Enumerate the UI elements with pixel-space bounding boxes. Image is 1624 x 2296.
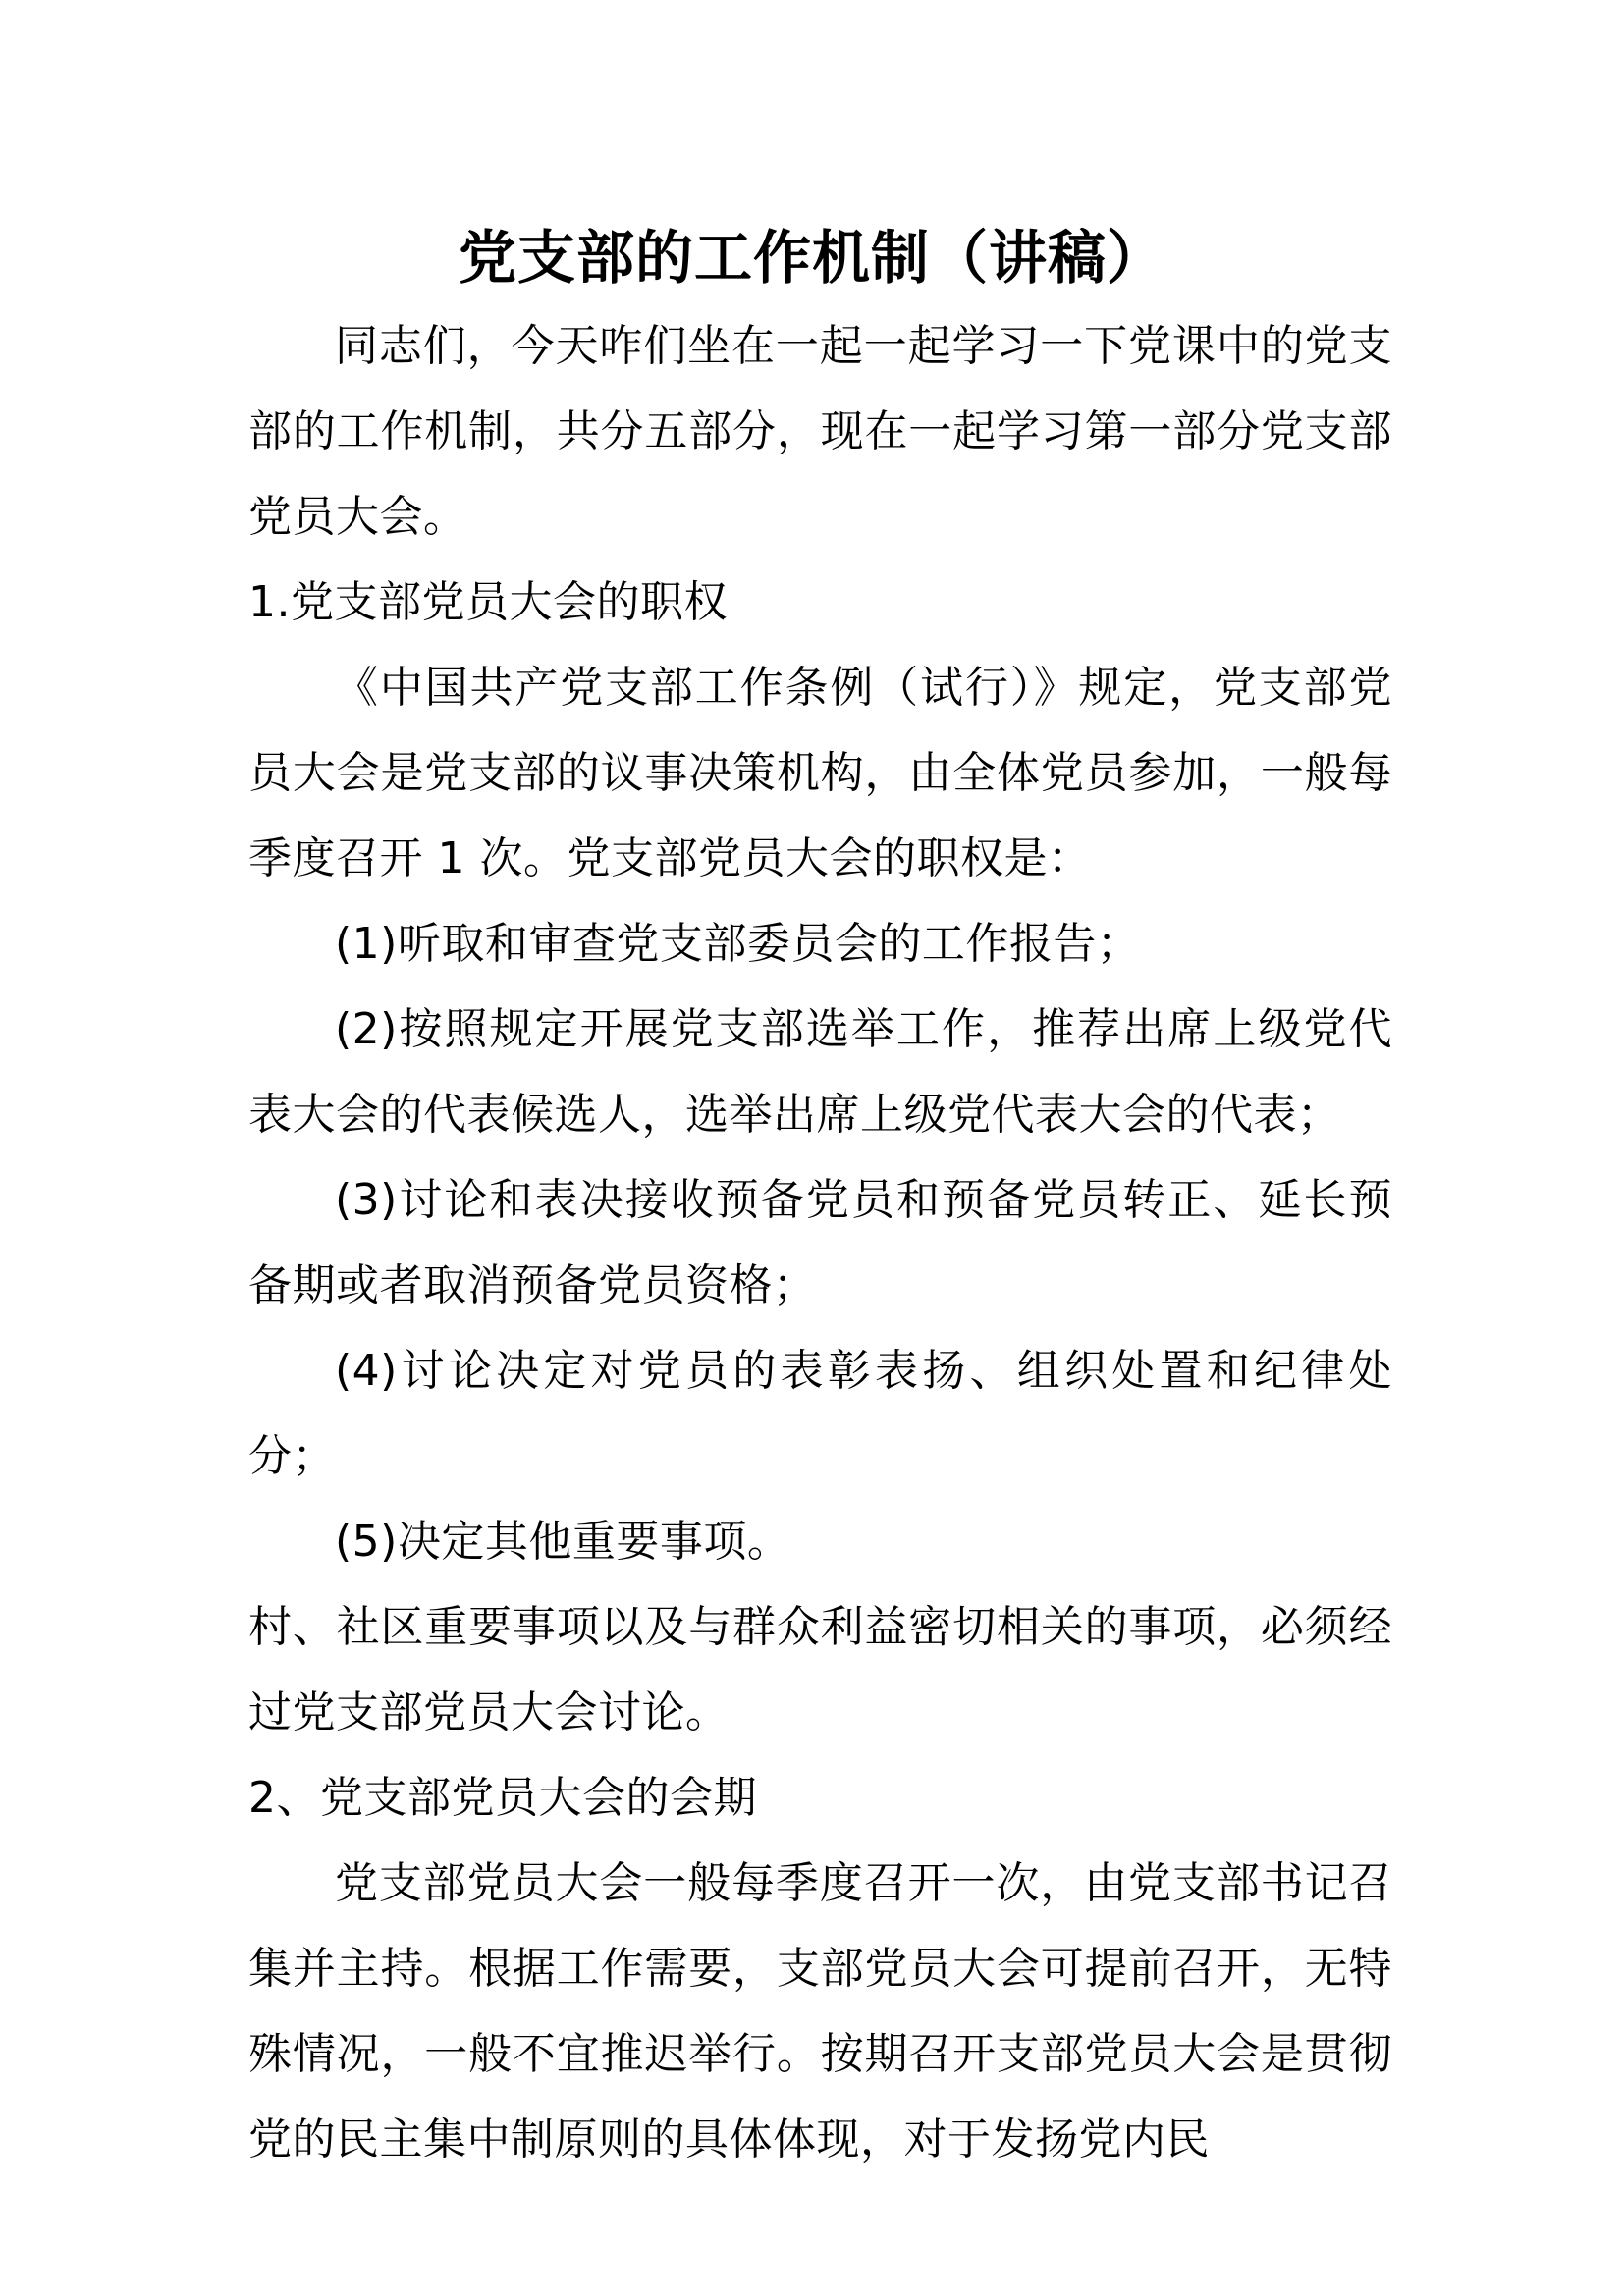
section-heading-1: 1.党支部党员大会的职权 (248, 577, 728, 627)
list-item-1: (1)听取和审查党支部委员会的工作报告； (335, 919, 1141, 969)
section-heading-2: 2、党支部党员大会的会期 (248, 1773, 757, 1823)
list-item-5: (5)决定其他重要事项。 (335, 1517, 791, 1567)
document-body (248, 303, 1392, 2182)
list-item-4: (4)讨论决定对党员的表彰表扬、组织处置和纪律处分； (248, 1346, 1392, 1481)
paragraph-regulation: 《中国共产党支部工作条例（试行）》规定，党支部党员大会是党支部的议事决策机构，由全体党员参加，一般每季度召开 1 次。党支部党员大会的职权是： (248, 663, 1392, 883)
list-item-3: (3)讨论和表决接收预备党员和预备党员转正、延长预备期或者取消预备党员资格； (248, 1175, 1392, 1310)
paragraph-village-community: 村、社区重要事项以及与群众利益密切相关的事项，必须经过党支部党员大会讨论。 (248, 1602, 1392, 1737)
list-item-2: (2)按照规定开展党支部选举工作，推荐出席上级党代表大会的代表候选人，选举出席上级党代表大会的代表； (248, 1004, 1392, 1140)
paragraph-meeting-period: 党支部党员大会一般每季度召开一次，由党支部书记召集并主持。根据工作需要，支部党员大会可提前召开，无特殊情况，一般不宜推迟举行。按期召开支部党员大会是贯彻党的民主集中制原则的具体体现，对于发扬党内民 (248, 1858, 1392, 2164)
document-title: 党支部的工作机制（讲稿） (458, 224, 1165, 292)
paragraph-intro: 同志们，今天咋们坐在一起一起学习一下党课中的党支部的工作机制，共分五部分，现在一起学习第一部分党支部党员大会。 (248, 321, 1392, 542)
